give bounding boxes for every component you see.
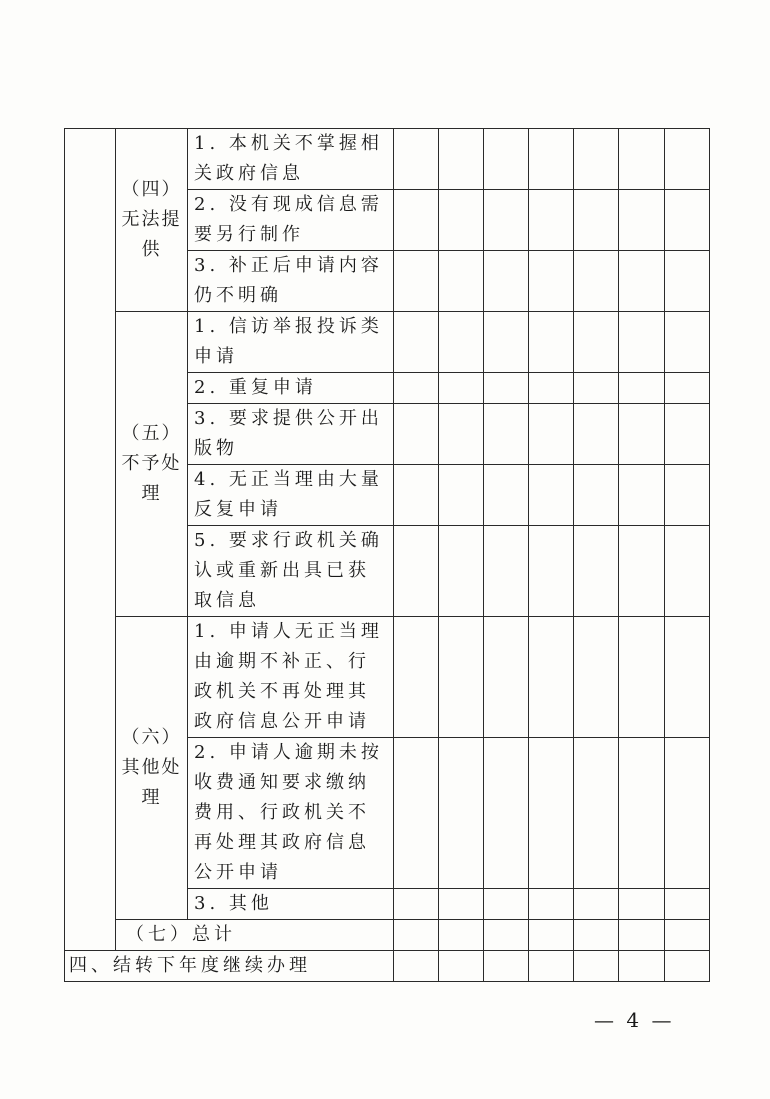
value-cell [439, 312, 484, 373]
item-label: 3. 要求提供公开出版物 [188, 404, 394, 465]
value-cell [484, 312, 529, 373]
item-label: 3. 其他 [188, 889, 394, 920]
statistics-table [64, 128, 710, 982]
item-label: 1. 申请人无正当理由逾期不补正、行政机关不再处理其政府信息公开申请 [188, 617, 394, 738]
item-label: 1. 信访举报投诉类申请 [188, 312, 394, 373]
value-cell [529, 526, 574, 617]
total-row [65, 920, 710, 951]
value-cell [394, 404, 439, 465]
value-cell [574, 251, 619, 312]
value-cell [619, 738, 665, 889]
value-cell [574, 738, 619, 889]
value-cell [439, 920, 484, 951]
value-cell [484, 129, 529, 190]
total-label: （七）总计 [116, 920, 394, 951]
group-label: （四）无法提供 [116, 129, 188, 312]
item-label: 3. 补正后申请内容仍不明确 [188, 251, 394, 312]
value-cell [529, 312, 574, 373]
group-label: （六）其他处理 [116, 617, 188, 920]
value-cell [665, 889, 710, 920]
value-cell [439, 526, 484, 617]
value-cell [619, 190, 665, 251]
page-number: — 4 — [594, 1008, 675, 1032]
item-label: 2. 重复申请 [188, 373, 394, 404]
value-cell [394, 312, 439, 373]
value-cell [665, 951, 710, 982]
value-cell [665, 404, 710, 465]
value-cell [484, 920, 529, 951]
value-cell [665, 617, 710, 738]
table-row [65, 312, 710, 373]
value-cell [484, 465, 529, 526]
value-cell [529, 251, 574, 312]
value-cell [665, 738, 710, 889]
value-cell [574, 129, 619, 190]
value-cell [529, 404, 574, 465]
value-cell [529, 190, 574, 251]
value-cell [529, 465, 574, 526]
value-cell [574, 617, 619, 738]
value-cell [574, 889, 619, 920]
value-cell [529, 373, 574, 404]
value-cell [394, 373, 439, 404]
value-cell [484, 373, 529, 404]
value-cell [619, 251, 665, 312]
value-cell [665, 920, 710, 951]
value-cell [619, 617, 665, 738]
value-cell [439, 465, 484, 526]
value-cell [619, 465, 665, 526]
value-cell [484, 404, 529, 465]
item-label: 4. 无正当理由大量反复申请 [188, 465, 394, 526]
value-cell [574, 404, 619, 465]
value-cell [484, 738, 529, 889]
value-cell [619, 526, 665, 617]
section-column [65, 129, 116, 951]
value-cell [619, 951, 665, 982]
value-cell [394, 190, 439, 251]
value-cell [619, 129, 665, 190]
value-cell [439, 889, 484, 920]
value-cell [394, 465, 439, 526]
value-cell [439, 373, 484, 404]
table-row [65, 617, 710, 738]
value-cell [574, 373, 619, 404]
value-cell [619, 889, 665, 920]
value-cell [484, 190, 529, 251]
value-cell [439, 951, 484, 982]
value-cell [439, 738, 484, 889]
value-cell [619, 373, 665, 404]
value-cell [484, 889, 529, 920]
value-cell [665, 312, 710, 373]
value-cell [619, 404, 665, 465]
value-cell [665, 373, 710, 404]
value-cell [484, 951, 529, 982]
value-cell [394, 526, 439, 617]
item-label: 2. 没有现成信息需要另行制作 [188, 190, 394, 251]
value-cell [394, 951, 439, 982]
value-cell [665, 190, 710, 251]
value-cell [529, 129, 574, 190]
table-row [65, 129, 710, 190]
item-label: 5. 要求行政机关确认或重新出具已获取信息 [188, 526, 394, 617]
value-cell [439, 129, 484, 190]
value-cell [574, 951, 619, 982]
value-cell [484, 617, 529, 738]
value-cell [439, 617, 484, 738]
value-cell [619, 920, 665, 951]
value-cell [574, 312, 619, 373]
value-cell [665, 526, 710, 617]
value-cell [394, 920, 439, 951]
value-cell [529, 889, 574, 920]
value-cell [574, 465, 619, 526]
value-cell [394, 251, 439, 312]
value-cell [665, 129, 710, 190]
value-cell [439, 404, 484, 465]
value-cell [394, 889, 439, 920]
table-body [65, 129, 710, 982]
value-cell [574, 920, 619, 951]
value-cell [665, 465, 710, 526]
value-cell [529, 920, 574, 951]
value-cell [394, 617, 439, 738]
value-cell [484, 251, 529, 312]
value-cell [574, 190, 619, 251]
value-cell [394, 738, 439, 889]
value-cell [439, 190, 484, 251]
item-label: 1. 本机关不掌握相关政府信息 [188, 129, 394, 190]
value-cell [529, 738, 574, 889]
value-cell [484, 526, 529, 617]
carryover-row [65, 951, 710, 982]
item-label: 2. 申请人逾期未按收费通知要求缴纳费用、行政机关不再处理其政府信息公开申请 [188, 738, 394, 889]
value-cell [529, 951, 574, 982]
value-cell [574, 526, 619, 617]
value-cell [439, 251, 484, 312]
carryover-label: 四、结转下年度继续办理 [65, 951, 394, 982]
group-label: （五）不予处理 [116, 312, 188, 617]
value-cell [394, 129, 439, 190]
value-cell [529, 617, 574, 738]
value-cell [665, 251, 710, 312]
value-cell [619, 312, 665, 373]
